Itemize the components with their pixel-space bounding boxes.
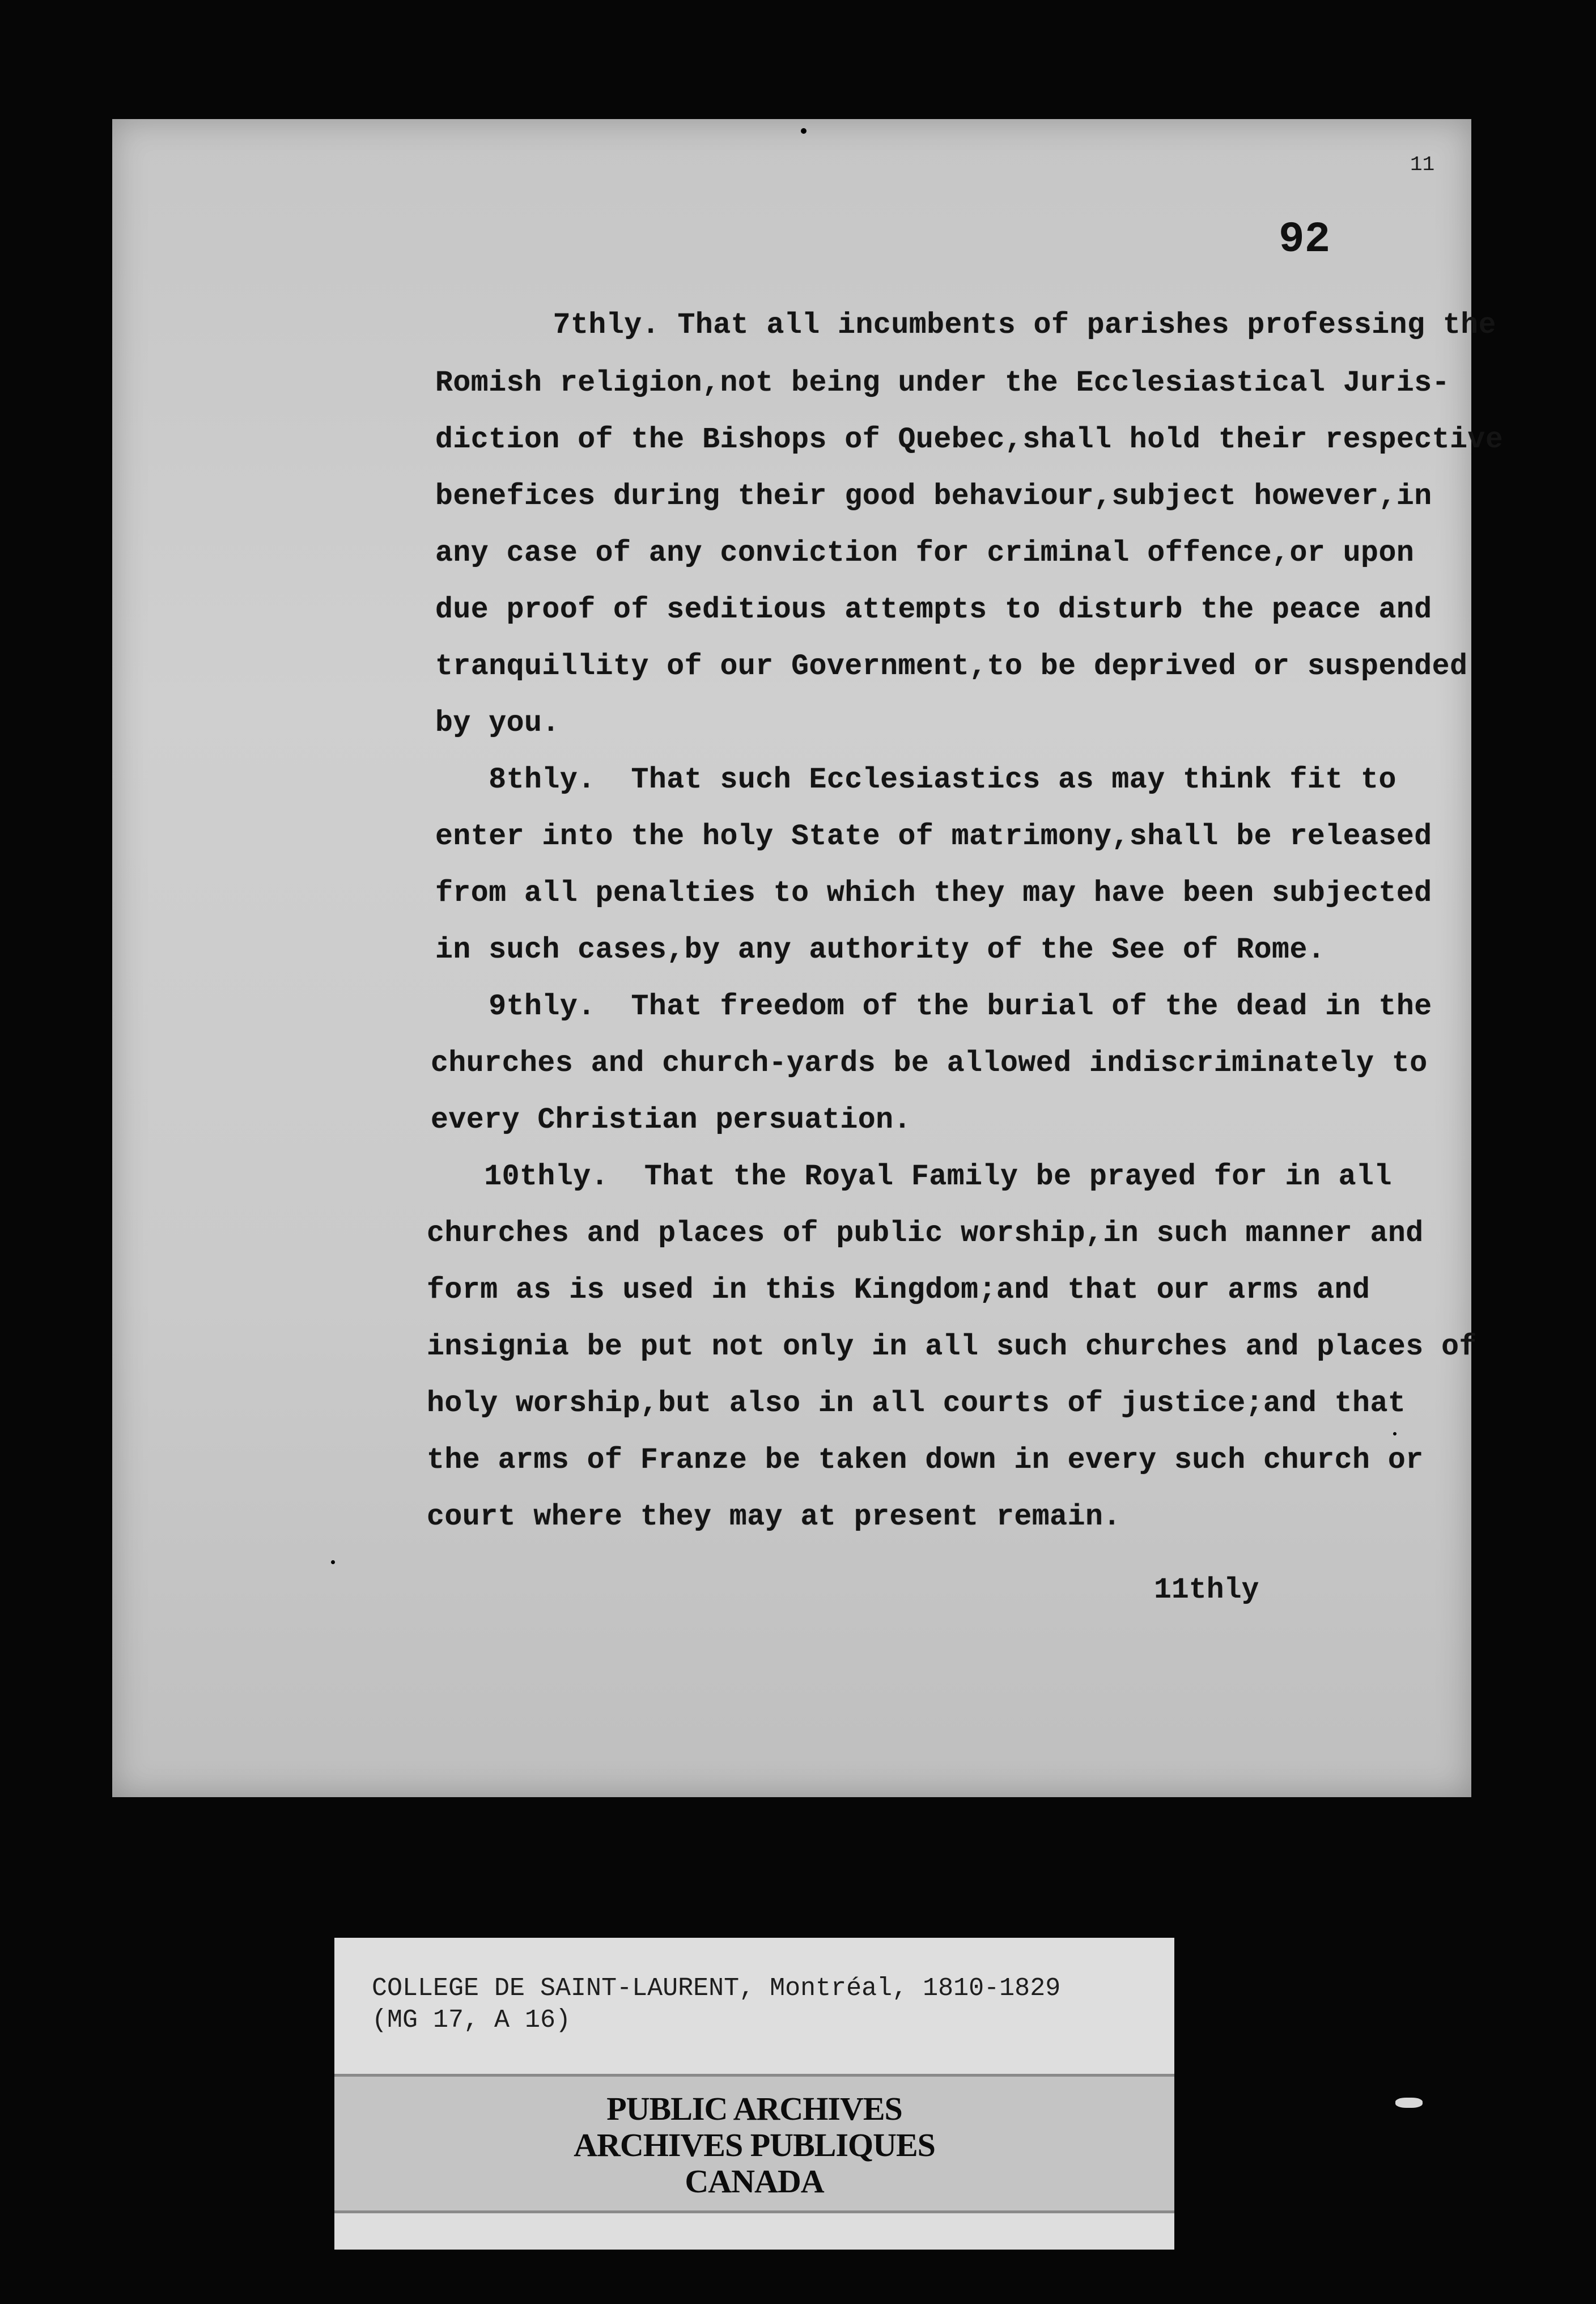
text-line: from all penalties to which they may have been subjected	[435, 877, 1432, 910]
text-line: form as is used in this Kingdom;and that our arms and	[427, 1274, 1370, 1307]
typed-page	[112, 119, 1504, 1797]
text-line: 7thly. That all incumbents of parishes professing the	[482, 309, 1497, 342]
text-line: 8thly. That such Ecclesiastics as may think fit to	[435, 764, 1396, 797]
text-line: 9thly. That freedom of the burial of the dead in the	[435, 990, 1432, 1023]
archives-stamp	[334, 2074, 1174, 2213]
text-line: by you.	[435, 707, 560, 740]
text-line: in such cases,by any authority of the See of Rome.	[435, 934, 1326, 967]
dust-speck	[801, 128, 807, 134]
text-line: every Christian persuation.	[431, 1104, 911, 1137]
text-line: the arms of Franze be taken down in every such church or	[427, 1444, 1424, 1477]
corner-page-number: 11	[1410, 153, 1435, 176]
manuscript-group-reference: (MG 17, A 16)	[372, 2006, 571, 2035]
text-line: insignia be put not only in all such churches and places of	[427, 1331, 1477, 1363]
text-line: tranquillity of our Government,to be deprived or suspended	[435, 650, 1468, 683]
text-line: 10thly. That the Royal Family be prayed for in all	[431, 1161, 1392, 1193]
collection-reference: COLLEGE DE SAINT-LAURENT, Montréal, 1810-1829	[372, 1974, 1061, 2003]
text-line: churches and church-yards be allowed indiscriminately to	[431, 1047, 1428, 1080]
catchword: 11thly	[1154, 1574, 1259, 1607]
text-line: holy worship,but also in all courts of justice;and that	[427, 1387, 1406, 1420]
text-line: enter into the holy State of matrimony,shall be released	[435, 820, 1432, 853]
stamp-line-english: PUBLIC ARCHIVES	[606, 2090, 902, 2127]
stamp-line-french: ARCHIVES PUBLIQUES	[574, 2127, 935, 2163]
stamp-line-country: CANADA	[685, 2163, 824, 2200]
text-line: due proof of seditious attempts to disturb the peace and	[435, 594, 1432, 626]
archive-reference-card	[334, 1938, 1174, 2250]
text-line: any case of any conviction for criminal offence,or upon	[435, 537, 1415, 570]
film-scratch	[1395, 2098, 1423, 2108]
text-line: court where they may at present remain.	[427, 1501, 1121, 1534]
dust-speck	[1393, 1432, 1396, 1435]
dust-speck	[331, 1560, 335, 1564]
text-line: diction of the Bishops of Quebec,shall hold their respective	[435, 423, 1504, 456]
folio-number: 92	[1279, 215, 1331, 264]
text-line: churches and places of public worship,in such manner and	[427, 1217, 1424, 1250]
text-line: Romish religion,not being under the Ecclesiastical Juris-	[435, 367, 1450, 400]
text-line: benefices during their good behaviour,subject however,in	[435, 480, 1432, 513]
